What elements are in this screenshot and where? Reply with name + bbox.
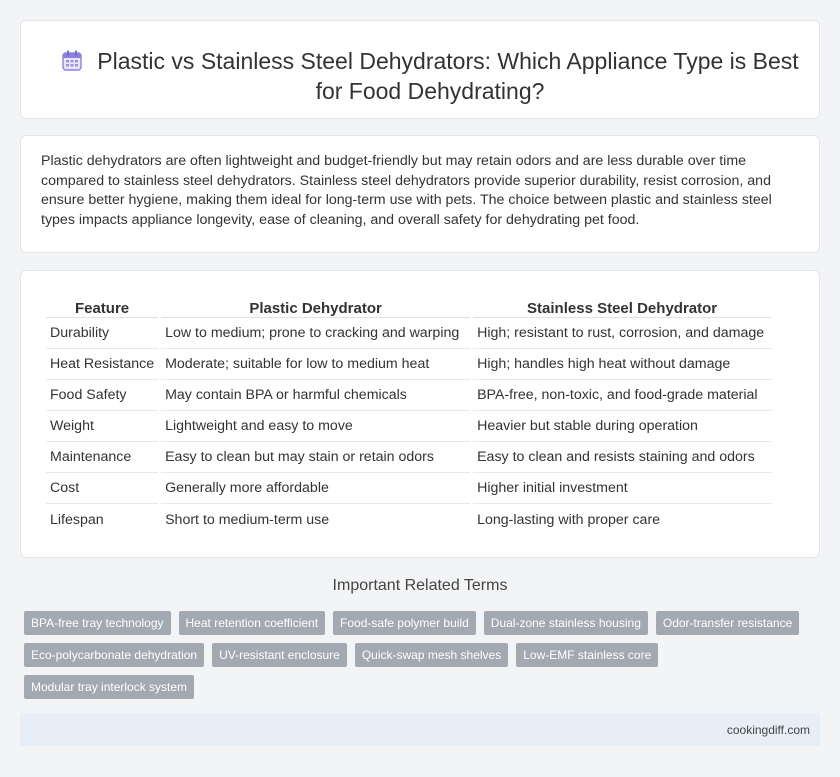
related-tag[interactable]: Heat retention coefficient (179, 611, 326, 635)
intro-card (20, 135, 820, 253)
table-row (46, 318, 771, 349)
related-tag[interactable]: UV-resistant enclosure (212, 643, 347, 667)
table-row (46, 380, 771, 411)
related-tag[interactable]: Dual-zone stainless housing (484, 611, 648, 635)
feature-cell: Cost (46, 473, 158, 504)
stainless-cell: Easy to clean and resists staining and odors (473, 442, 771, 473)
footer-site-link[interactable]: cookingdiff.com (726, 723, 810, 737)
page-title-text: Plastic vs Stainless Steel Dehydrators: Which Appliance Type is Best for Food Dehydrating? (97, 48, 799, 104)
feature-cell: Food Safety (46, 380, 158, 411)
related-tag[interactable]: Modular tray interlock system (24, 675, 194, 699)
related-tag[interactable]: Low-EMF stainless core (516, 643, 658, 667)
title-wrap (61, 46, 799, 106)
feature-cell: Maintenance (46, 442, 158, 473)
tag-row (24, 675, 804, 699)
stainless-cell: BPA-free, non-toxic, and food-grade material (473, 380, 771, 411)
related-tag[interactable]: Quick-swap mesh shelves (355, 643, 508, 667)
intro-text: Plastic dehydrators are often lightweight and budget-friendly but may retain odors and are less durable over time compared to stainless steel dehydrators. Stainless steel dehydrators provide superior durability, resist corrosion, and ensure better hygiene, making them ideal for long-term use with pets. The choice between plastic and stainless steel types impacts appliance longevity, ease of cleaning, and overall safety for dehydrating pet food. (41, 153, 772, 228)
comparison-card (20, 270, 820, 558)
tag-row (24, 611, 804, 635)
stainless-cell: Long-lasting with proper care (477, 511, 661, 528)
feature-cell: Lifespan (50, 511, 104, 528)
plastic-cell: May contain BPA or harmful chemicals (161, 380, 470, 411)
stainless-cell: High; resistant to rust, corrosion, and damage (473, 318, 771, 349)
header-card (20, 20, 820, 119)
table-row (46, 504, 771, 535)
related-tag[interactable]: BPA-free tray technology (24, 611, 171, 635)
feature-cell: Heat Resistance (46, 349, 158, 380)
page-title (61, 46, 799, 106)
related-terms-tags (24, 611, 804, 707)
plastic-cell: Moderate; suitable for low to medium heat (161, 349, 470, 380)
table-row (46, 349, 771, 380)
tag-row (24, 643, 804, 667)
footer (20, 713, 820, 746)
plastic-cell: Short to medium-term use (165, 511, 330, 528)
header-stainless: Stainless Steel Dehydrator (473, 296, 771, 318)
stainless-cell: High; handles high heat without damage (473, 349, 771, 380)
feature-cell: Weight (46, 411, 158, 442)
plastic-cell: Generally more affordable (161, 473, 470, 504)
table-row (46, 411, 771, 442)
table-row (46, 473, 771, 504)
related-tag[interactable]: Eco-polycarbonate dehydration (24, 643, 204, 667)
table-row (46, 442, 771, 473)
stainless-cell: Heavier but stable during operation (473, 411, 771, 442)
plastic-cell: Low to medium; prone to cracking and warping (161, 318, 470, 349)
comparison-table (43, 296, 774, 535)
plastic-cell: Lightweight and easy to move (161, 411, 470, 442)
header-feature: Feature (46, 296, 158, 318)
related-tag[interactable]: Odor-transfer resistance (656, 611, 799, 635)
related-terms-title: Important Related Terms (332, 577, 508, 594)
calendar-icon (61, 50, 83, 72)
table-header-row (46, 296, 771, 318)
stainless-cell: Higher initial investment (473, 473, 771, 504)
header-plastic: Plastic Dehydrator (161, 296, 470, 318)
feature-cell: Durability (46, 318, 158, 349)
plastic-cell: Easy to clean but may stain or retain odors (161, 442, 470, 473)
related-tag[interactable]: Food-safe polymer build (333, 611, 476, 635)
